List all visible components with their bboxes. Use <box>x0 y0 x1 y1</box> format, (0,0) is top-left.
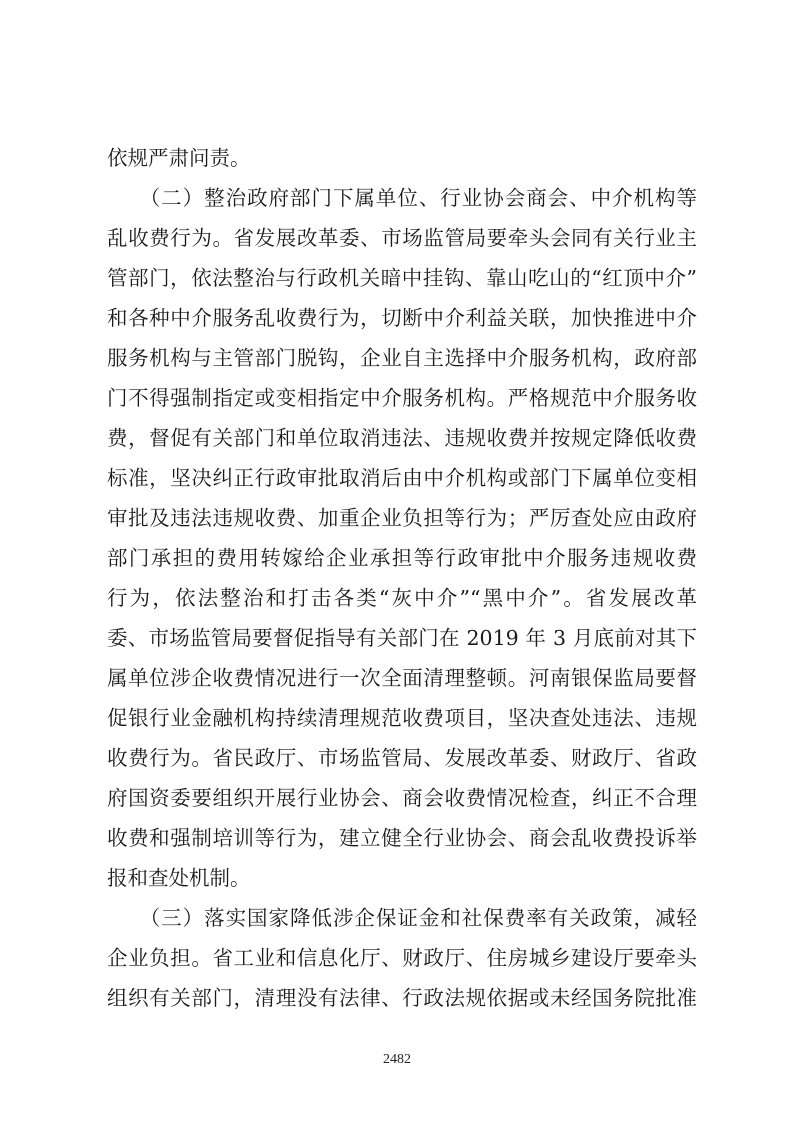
text-line: 委、市场监管局要督促指导有关部门在 2019 年 3 月底前对其下 <box>107 626 697 650</box>
text-line: 促银行业金融机构持续清理规范收费项目，坚决查处违法、违规 <box>107 706 697 730</box>
text-line: 标准，坚决纠正行政审批取消后由中介机构或部门下属单位变相 <box>107 466 697 490</box>
text-line: 依规严肃问责。 <box>107 146 251 170</box>
text-line: 报和查处机制。 <box>107 866 251 890</box>
text-line: 收费行为。省民政厅、市场监管局、发展改革委、财政厅、省政 <box>107 746 697 770</box>
text-line: 乱收费行为。省发展改革委、市场监管局要牵头会同有关行业主 <box>107 226 697 250</box>
text-line: 管部门，依法整治与行政机关暗中挂钩、靠山吃山的“红顶中介” <box>107 266 697 290</box>
text-line: 企业负担。省工业和信息化厅、财政厅、住房城乡建设厅要牵头 <box>107 946 697 970</box>
text-line: （三）落实国家降低涉企保证金和社保费率有关政策，减轻 <box>107 906 697 930</box>
text-line: 服务机构与主管部门脱钩，企业自主选择中介服务机构，政府部 <box>107 346 697 370</box>
text-line: 费，督促有关部门和单位取消违法、违规收费并按规定降低收费 <box>107 426 697 450</box>
text-line: 收费和强制培训等行为，建立健全行业协会、商会乱收费投诉举 <box>107 826 697 850</box>
text-line: 府国资委要组织开展行业协会、商会收费情况检查，纠正不合理 <box>107 786 697 810</box>
text-line: （二）整治政府部门下属单位、行业协会商会、中介机构等 <box>107 186 697 210</box>
text-line: 和各种中介服务乱收费行为，切断中介利益关联，加快推进中介 <box>107 306 697 330</box>
text-line: 属单位涉企收费情况进行一次全面清理整顿。河南银保监局要督 <box>107 666 697 690</box>
text-line: 行为，依法整治和打击各类“灰中介”“黑中介”。省发展改革 <box>107 586 697 610</box>
text-line: 审批及违法违规收费、加重企业负担等行为；严厉查处应由政府 <box>107 506 697 530</box>
page-number: 2482 <box>383 1052 411 1067</box>
text-line: 部门承担的费用转嫁给企业承担等行政审批中介服务违规收费 <box>107 546 697 570</box>
text-line: 组织有关部门，清理没有法律、行政法规依据或未经国务院批准 <box>107 986 697 1010</box>
text-line: 门不得强制指定或变相指定中介服务机构。严格规范中介服务收 <box>107 386 697 410</box>
